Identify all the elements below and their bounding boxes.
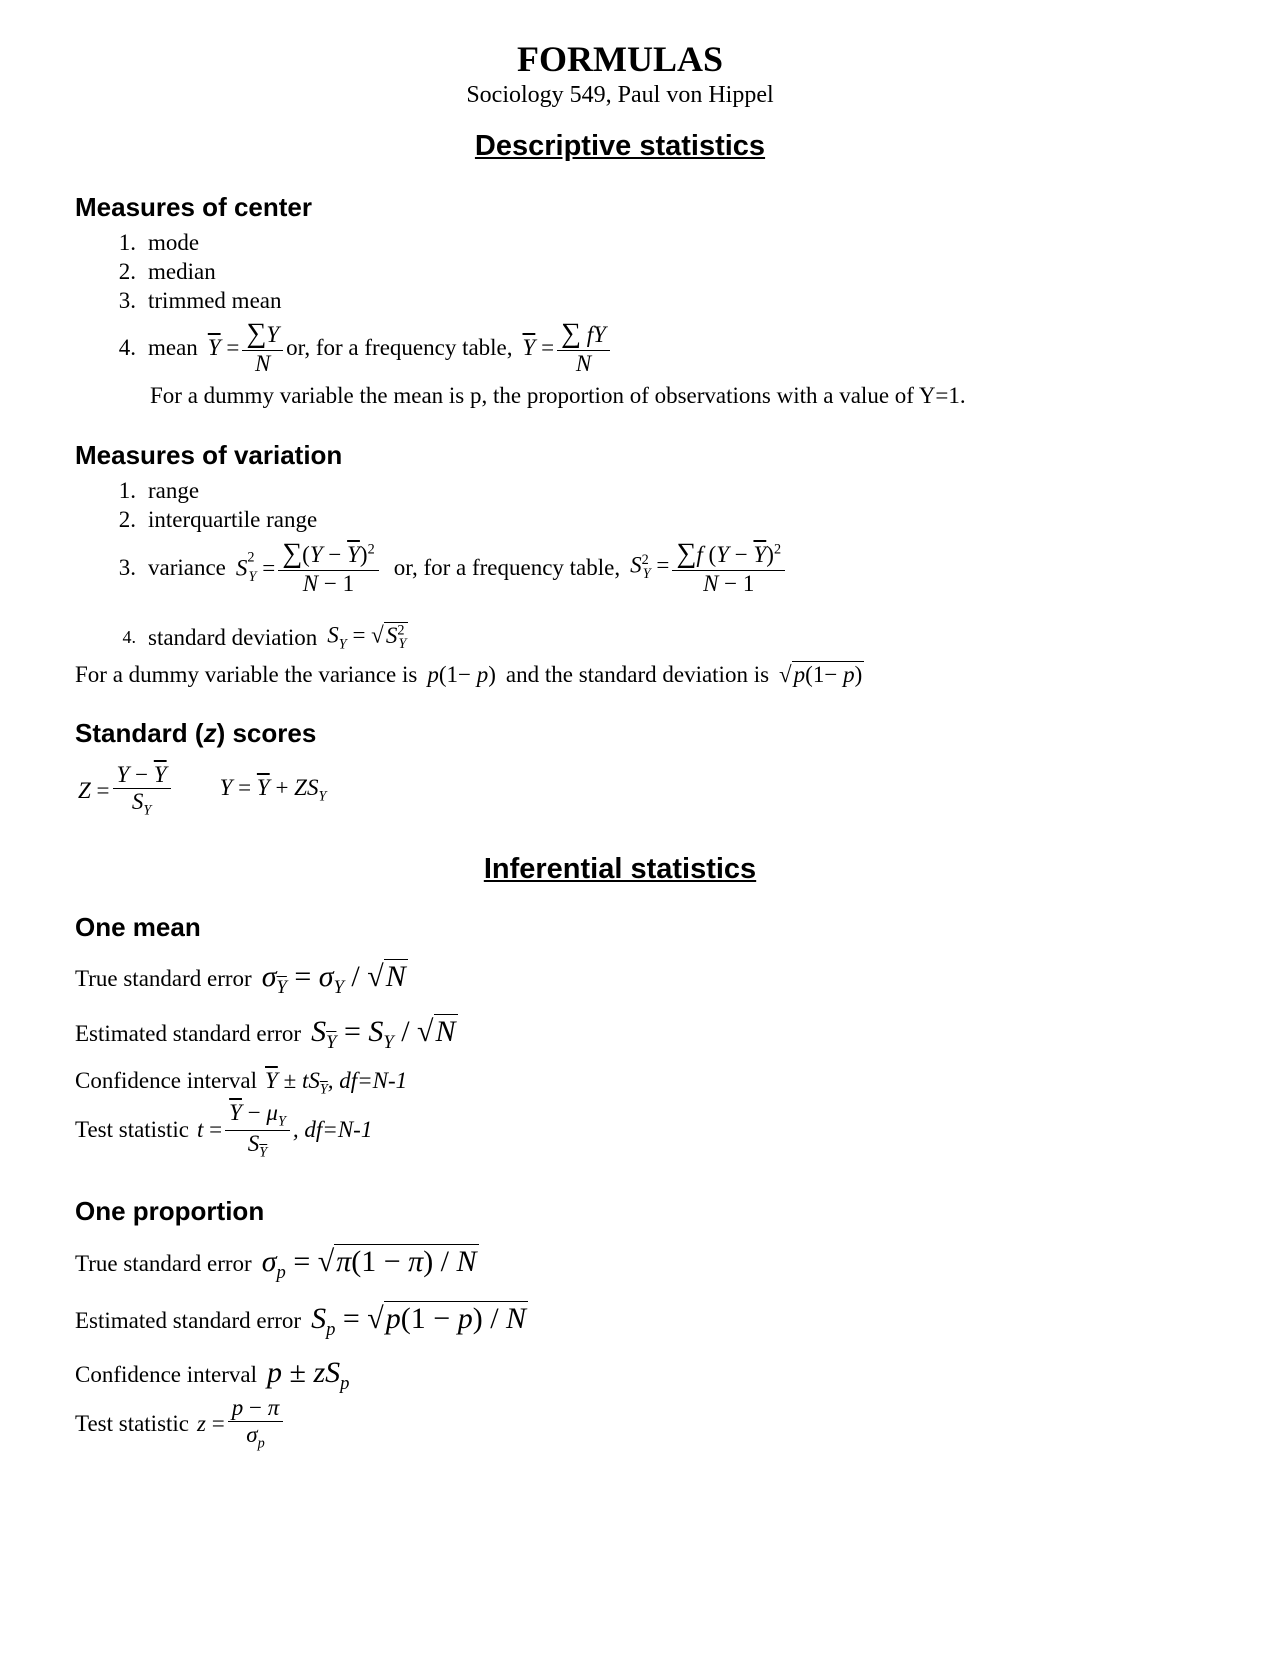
one-prop-test: Test statistic z = $\frac{p - \pi}{\sigma_p}$: [75, 1395, 286, 1452]
zscore-formula: Z = $\frac{Y - \overline{Y}}{S_Y}$ $Y = \overline{Y} + ZS_Y$: [78, 762, 327, 820]
variance-dummy-note: For a dummy variable the variance is p(1− p) and the standard deviation is √p(1− p): [75, 662, 863, 687]
mean-freq-fraction: $\frac{\sum fY}{N}$: [557, 318, 610, 378]
mean-fraction: $\frac{\sum Y}{N}$: [242, 318, 283, 378]
one-mean-ci: Confidence interval $\overline{Y} \pm tS_{\overline{Y}}$ , df=N-1: [75, 1068, 408, 1098]
list-item: 1. range: [118, 478, 200, 503]
list-item: 2. interquartile range: [118, 507, 318, 532]
variance-formula-row: 3. variance $S^{^2}_Y$ = $\frac{\sum(Y - \overline{Y})^2}{N - 1}$ or, for a frequency table, $S^2_Y$ = $\frac{\sum f (Y - \overline{Y})^2}{N - 1}$: [100, 538, 788, 598]
one-prop-true-se: True standard error $\sigma_p = √\pi(1 - \pi) / N$: [75, 1245, 477, 1283]
one-mean-test: Test statistic t = $\frac{\overline{Y} - \mu_Y}{S_{\overline{Y}}}$ , df=N-1: [75, 1100, 373, 1161]
sd-formula-row: 4. standard deviation $S_Y = √S^2_Y$: [122, 622, 407, 653]
mean-formula: $\overline{Y}$ =: [207, 334, 240, 360]
one-mean-heading: One mean: [75, 912, 201, 942]
list-item: 2. median: [118, 259, 216, 284]
measures-variation-heading: Measures of variation: [75, 440, 343, 470]
one-proportion-heading: One proportion: [75, 1196, 265, 1226]
section-descriptive-heading: Descriptive statistics: [474, 130, 766, 162]
variance-fraction: $\frac{\sum(Y - \overline{Y})^2}{N - 1}$: [278, 538, 379, 598]
one-mean-true-se: True standard error $\sigma_{\overline{Y}} = \sigma_Y / √N$: [75, 960, 406, 998]
one-prop-ci: Confidence interval $p \pm zS_p$: [75, 1356, 350, 1394]
list-item: 3. trimmed mean: [118, 288, 282, 313]
variance-freq-fraction: $\frac{\sum f (Y - \overline{Y})^2}{N - 1}$: [672, 538, 785, 598]
mean-formula-row: 4. mean $\overline{Y}$ = $\frac{\sum Y}{N}$ or, for a frequency table, $\overline{Y}$ = $\frac{\sum fY}{N}$: [100, 318, 613, 378]
one-mean-est-se: Estimated standard error $S_{\overline{Y}} = S_Y / √N$: [75, 1015, 456, 1053]
one-prop-est-se: Estimated standard error $S_p = √p(1 - p) / N$: [75, 1302, 527, 1340]
zscores-heading: Standard (z) scores: [75, 718, 317, 748]
measures-center-heading: Measures of center: [75, 192, 312, 222]
mean-dummy-note: For a dummy variable the mean is p, the proportion of observations with a value of Y=1.: [150, 383, 966, 408]
list-item: 1. mode: [118, 230, 200, 255]
page-title: FORMULAS: [517, 39, 723, 79]
section-inferential-heading: Inferential statistics: [483, 853, 757, 885]
page-subtitle: Sociology 549, Paul von Hippel: [466, 82, 774, 108]
